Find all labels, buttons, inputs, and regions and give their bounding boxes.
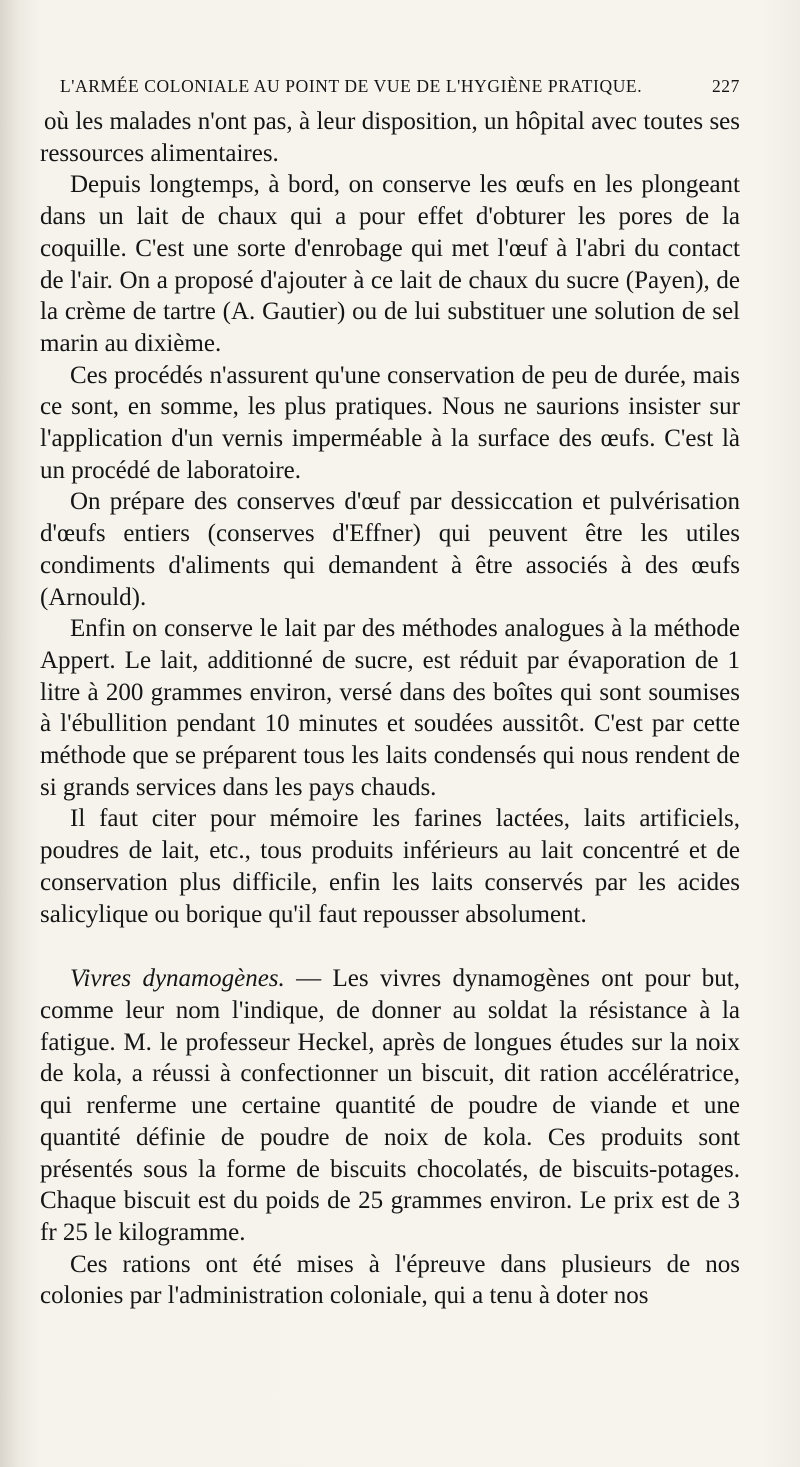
section-dynamogenic-rations: [40, 963, 740, 1248]
paragraph-egg-conserves: On prépare des conserves d'œuf par dessiccation et pulvérisation d'œufs entiers (conserves d'Effner) qui peuvent être les utiles condiments d'aliments qui demandent à être associés à des œufs (Arnould).: [40, 488, 740, 611]
running-title: L'ARMÉE COLONIALE AU POINT DE VUE DE L'HYGIÈNE PRATIQUE.: [60, 76, 643, 96]
paragraph-rations-tested: Ces rations ont été mises à l'épreuve dans plusieurs de nos colonies par l'administration coloniale, qui a tenu à doter nos: [40, 1250, 740, 1310]
page-body: [40, 106, 740, 1312]
running-header: [60, 76, 740, 97]
section-heading: Vivres dynamogènes.: [70, 965, 285, 993]
section-text: — Les vivres dynamogènes ont pour but, comme leur nom l'indique, de donner au soldat la résistance à la fatigue. M. le professeur Heckel, après de longues études sur la noix de kola, a réussi à confectionner un biscuit, dit ration accélératrice, qui renferme une certaine quantité de poudre de viande et une quantité définie de poudre de noix de kola. Ces produits sont présentés sous la forme de biscuits chocolatés, de biscuits-potages. Chaque biscuit est du poids de 25 grammes environ. Le prix est de 3 fr 25 le kilogramme.: [40, 965, 741, 1246]
paragraph-milk-conservation: Enfin on conserve le lait par des méthodes analogues à la méthode Appert. Le lait, additionné de sucre, est réduit par évaporation de 1 litre à 200 grammes environ, versé dans des boîtes qui sont soumises à l'ébullition pendant 10 minutes et soudées aussitôt. C'est par cette méthode que se préparent tous les laits condensés qui nous rendent de si grands services dans les pays chauds.: [40, 615, 740, 801]
paragraph-continuation: où les malades n'ont pas, à leur disposition, un hôpital avec toutes ses ressources alimentaires.: [40, 108, 740, 167]
paragraph-lacteal-flours: Il faut citer pour mémoire les farines lactées, laits artificiels, poudres de lait, etc., tous produits inférieurs au lait concentré et de conservation plus difficile, enfin les laits conservés par les acides salicylique ou borique qu'il faut repousser absolument.: [40, 805, 740, 928]
page-number: 227: [711, 76, 740, 96]
paragraph-procedures: Ces procédés n'assurent qu'une conservation de peu de durée, mais ce sont, en somme, les plus pratiques. Nous ne saurions insister sur l'application d'un vernis imperméable à la surface des œufs. C'est là un procédé de laboratoire.: [40, 361, 740, 484]
paragraph-eggs-lime: Depuis longtemps, à bord, on conserve les œufs en les plongeant dans un lait de chaux qui a pour effet d'obturer les pores de la coquille. C'est une sorte d'enrobage qui met l'œuf à l'abri du contact de l'air. On a proposé d'ajouter à ce lait de chaux du sucre (Payen), de la crème de tartre (A. Gautier) ou de lui substituer une solution de sel marin au dixième.: [40, 171, 740, 357]
